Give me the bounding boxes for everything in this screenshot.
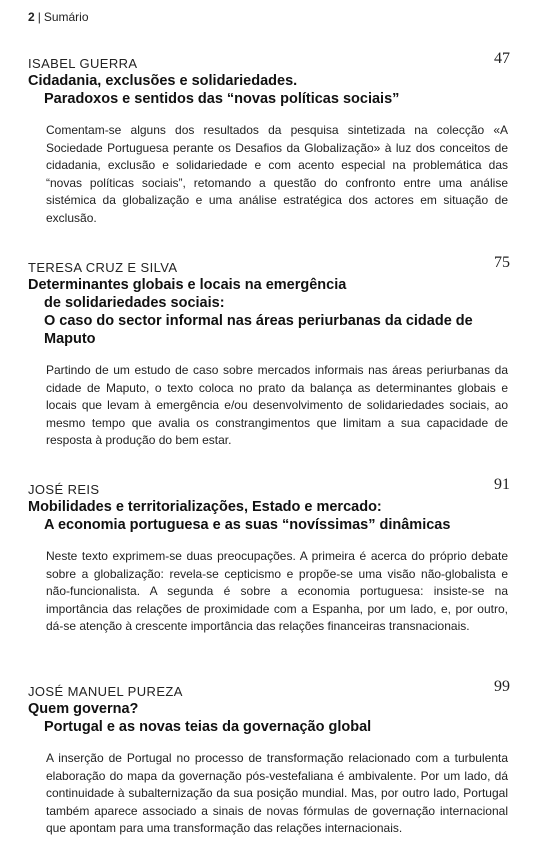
running-head-separator: | [37,10,41,24]
toc-entry[interactable] [28,50,510,227]
entry-abstract: A inserção de Portugal no processo de transformação relacionado com a turbulenta elaboração do mapa da governação pós-vestefaliana é ambivalente. Por um lado, dá continuidade à subalternização da sua posição mundial. Mas, por outro lado, Portugal também aparece associado a sinais de novas fórmulas de governação internacional que apontam para uma transformação das relações internacionais. [46,751,508,835]
entry-author: ISABEL GUERRA [28,56,138,71]
entry-abstract: Comentam-se alguns dos resultados da pesquisa sintetizada na colecção «A Sociedade Portuguesa perante os Desafios da Globalização» à luz dos conceitos de cidadania, exclusão e solidariedade e com acento especial na problemática das “novas políticas sociais”, retomando a questão do confronto entre uma análise sistémica da globalização e uma análise estratégica dos actores em situação de exclusão. [46,123,508,225]
toc-entry[interactable] [28,254,510,450]
entry-title-line: Determinantes globais e locais na emergência [28,277,347,293]
toc-entry-header [28,254,510,276]
running-head [28,10,89,24]
toc-entry-header [28,678,510,700]
running-head-section: Sumário [43,10,89,24]
entry-subtitle-line: de solidariedades sociais: [44,295,225,311]
toc-entry[interactable] [28,476,510,636]
entry-page-number[interactable]: 47 [494,50,510,67]
toc-entry-header [28,50,510,72]
entry-title-line: Quem governa? [28,701,139,717]
entry-author: JOSÉ MANUEL PUREZA [28,684,183,699]
entry-subtitle-line: A economia portuguesa e as suas “novíssimas” dinâmicas [44,517,451,533]
entry-subtitle-line: Portugal e as novas teias da governação global [44,719,372,735]
entry-title[interactable] [28,498,510,534]
entry-title[interactable] [28,700,510,736]
entry-abstract: Neste texto exprimem-se duas preocupações. A primeira é acerca do próprio debate sobre a globalização: revela-se cepticismo e propõe-se uma visão não-globalista e não-funcionalista. A segunda é sobre a economia portuguesa: insiste-se na importância das relações de proximidade com a Espanha, por um lado, e, por outro, dá-se atenção à crescente importância das relações financeiras transnacionais. [46,549,508,633]
entry-title[interactable] [28,72,510,108]
entry-title-line: Mobilidades e territorializações, Estado e mercado: [28,499,382,515]
entry-title-line: Cidadania, exclusões e solidariedades. [28,73,298,89]
entry-abstract: Partindo de um estudo de caso sobre mercados informais nas áreas periurbanas da cidade de Maputo, o texto coloca no prato da balança as determinantes globais e locais que levam à emergência e/ou desenvolvimento de solidariedades sociais, ao mesmo tempo que avalia os constrangimentos que limitam a sua capacidade de resposta à produção do bem estar. [46,363,508,447]
entry-author: JOSÉ REIS [28,482,100,497]
entry-page-number[interactable]: 91 [494,476,510,493]
toc-entry-header [28,476,510,498]
running-head-page-number: 2 [28,10,35,24]
entry-title[interactable] [28,276,510,348]
entry-subtitle-line: Paradoxos e sentidos das “novas políticas sociais” [44,91,400,107]
entry-page-number[interactable]: 75 [494,254,510,271]
entry-page-number[interactable]: 99 [494,678,510,695]
entry-subtitle-line: O caso do sector informal nas áreas periurbanas da cidade de Maputo [44,313,473,347]
toc-entry[interactable] [28,678,510,838]
entry-author: TERESA CRUZ E SILVA [28,260,178,275]
